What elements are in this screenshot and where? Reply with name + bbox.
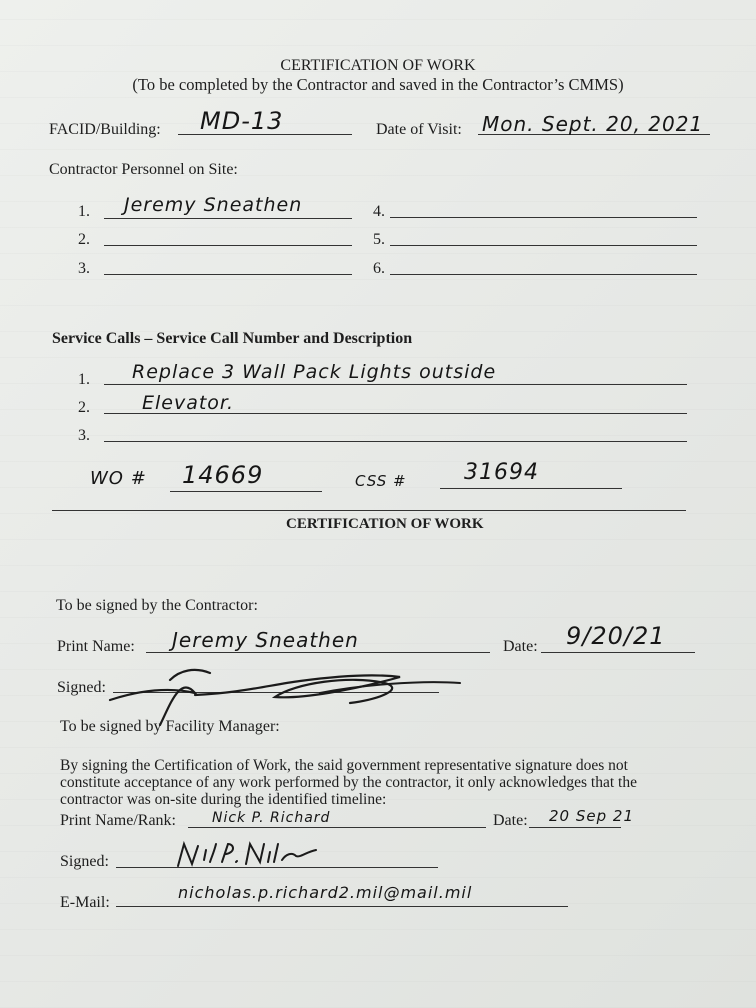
email-line bbox=[116, 906, 568, 907]
personnel-number: 5. bbox=[373, 231, 385, 248]
cert-heading: CERTIFICATION OF WORK bbox=[286, 516, 484, 532]
form-subtitle: (To be completed by the Contractor and saved in the Contractor’s CMMS) bbox=[132, 75, 624, 94]
css-label: CSS # bbox=[355, 472, 407, 490]
personnel-number: 4. bbox=[373, 203, 385, 220]
date-label: Date: bbox=[503, 638, 538, 655]
disclaimer-line: constitute acceptance of any work performed by the contractor, it only acknowledges that the bbox=[60, 774, 637, 791]
facility-prompt: To be signed by Facility Manager: bbox=[60, 718, 280, 735]
css-line bbox=[440, 488, 622, 489]
date-value: 9/20/21 bbox=[566, 622, 666, 650]
css-value: 31694 bbox=[464, 460, 539, 485]
personnel-entry-1: Jeremy Sneathen bbox=[124, 194, 303, 216]
wo-line bbox=[170, 491, 322, 492]
rank-label: Print Name/Rank: bbox=[60, 812, 176, 829]
date2-value: 20 Sep 21 bbox=[549, 807, 634, 825]
signed2-label: Signed: bbox=[60, 853, 109, 870]
personnel-label: Contractor Personnel on Site: bbox=[49, 161, 238, 178]
personnel-line bbox=[104, 218, 352, 219]
facid-label: FACID/Building: bbox=[49, 121, 161, 138]
service-line bbox=[104, 441, 687, 442]
service-entry-2: Elevator. bbox=[142, 392, 235, 414]
print-name-label: Print Name: bbox=[57, 638, 135, 655]
service-entry-1: Replace 3 Wall Pack Lights outside bbox=[132, 361, 497, 383]
date2-line bbox=[529, 827, 621, 828]
personnel-line bbox=[104, 245, 352, 246]
disclaimer-line: contractor was on-site during the identified timeline: bbox=[60, 791, 387, 808]
facid-value: MD-13 bbox=[200, 107, 284, 135]
personnel-number: 1. bbox=[78, 203, 90, 220]
personnel-line bbox=[104, 274, 352, 275]
personnel-line bbox=[390, 245, 697, 246]
personnel-number: 3. bbox=[78, 260, 90, 277]
date-line bbox=[541, 652, 695, 653]
wo-value: 14669 bbox=[182, 461, 264, 489]
rank-line bbox=[188, 827, 486, 828]
email-label: E-Mail: bbox=[60, 894, 110, 911]
rank-value: Nick P. Richard bbox=[212, 810, 331, 826]
service-number: 1. bbox=[78, 371, 90, 388]
contractor-prompt: To be signed by the Contractor: bbox=[56, 597, 258, 614]
print-name-value: Jeremy Sneathen bbox=[172, 628, 359, 652]
email-value: nicholas.p.richard2.mil@mail.mil bbox=[178, 883, 473, 902]
form-title: CERTIFICATION OF WORK bbox=[280, 57, 476, 74]
service-line bbox=[104, 384, 687, 385]
disclaimer-line: By signing the Certification of Work, the said government representative signature does not bbox=[60, 757, 628, 774]
visit-value: Mon. Sept. 20, 2021 bbox=[482, 112, 704, 136]
wo-label: WO # bbox=[90, 468, 147, 489]
service-heading: Service Calls – Service Call Number and Description bbox=[52, 330, 413, 347]
personnel-line bbox=[390, 217, 697, 218]
signed-label: Signed: bbox=[57, 679, 106, 696]
service-number: 2. bbox=[78, 399, 90, 416]
facility-signature bbox=[170, 838, 330, 872]
personnel-line bbox=[390, 274, 697, 275]
service-number: 3. bbox=[78, 427, 90, 444]
personnel-number: 2. bbox=[78, 231, 90, 248]
section-divider bbox=[52, 510, 686, 511]
visit-label: Date of Visit: bbox=[376, 121, 462, 138]
print-name-line bbox=[146, 652, 490, 653]
personnel-number: 6. bbox=[373, 260, 385, 277]
date2-label: Date: bbox=[493, 812, 528, 829]
